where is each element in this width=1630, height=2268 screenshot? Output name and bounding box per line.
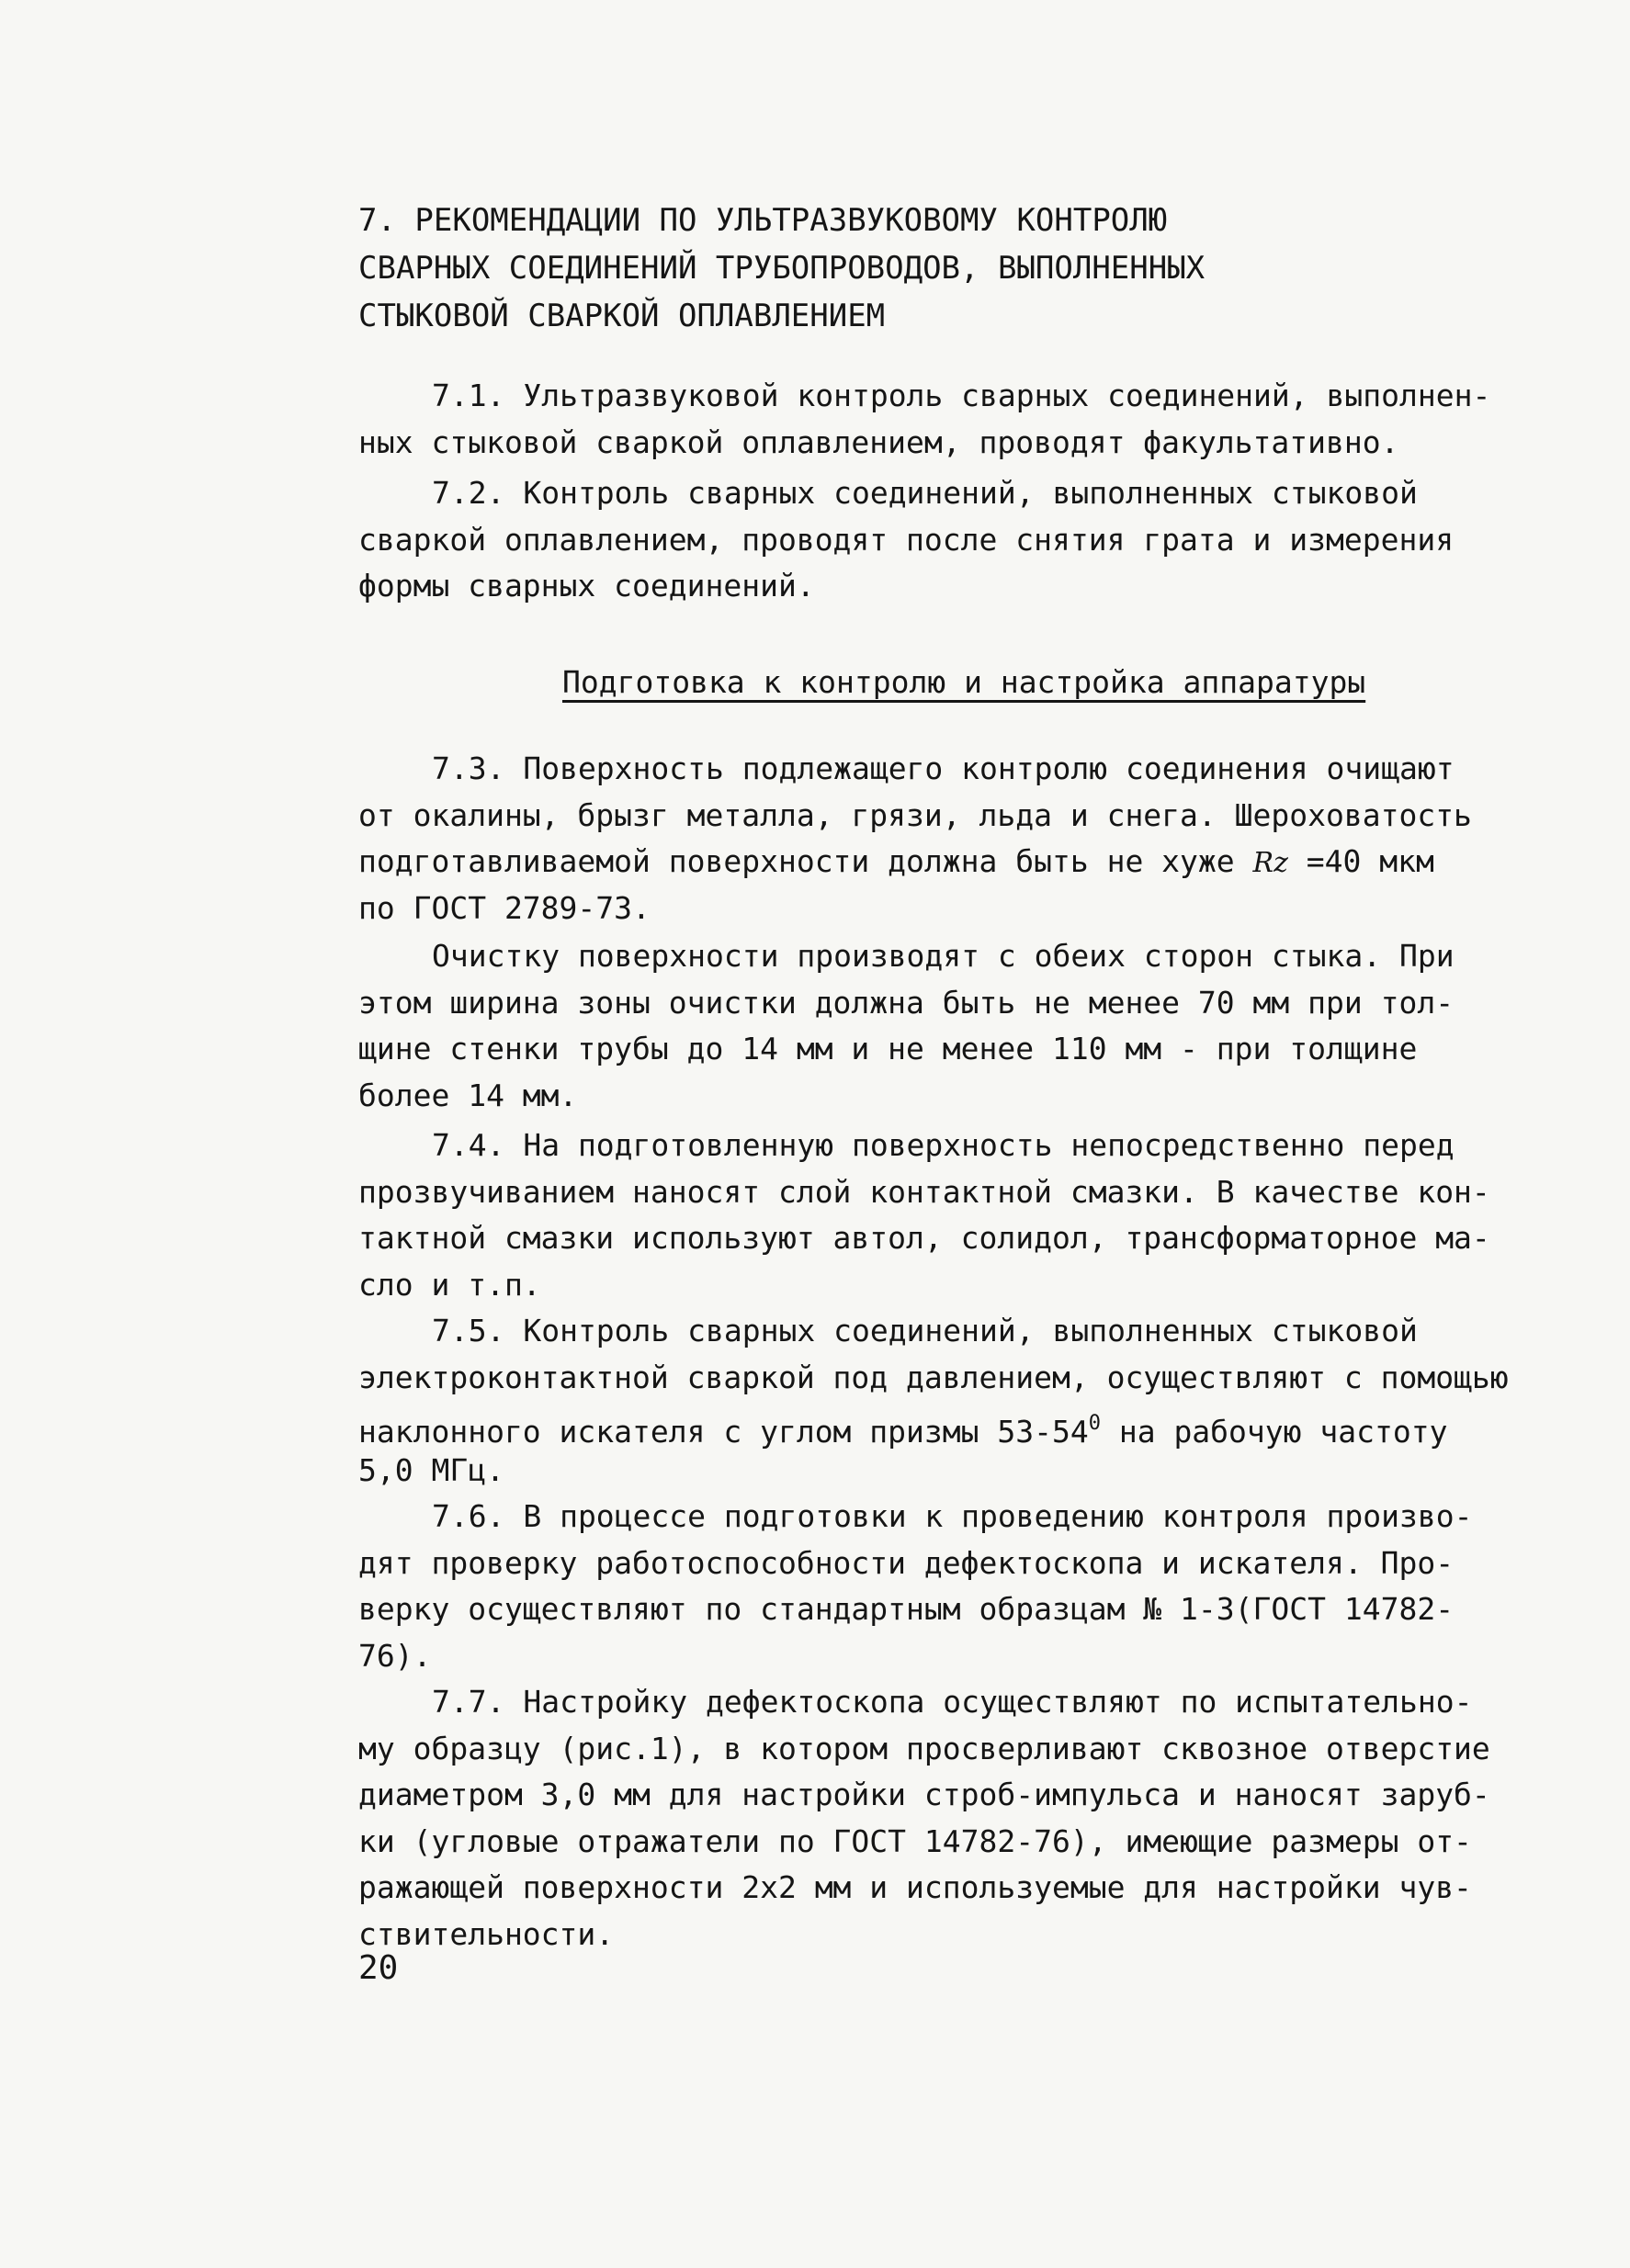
text-fragment: подготавливаемой поверхности должна быть не хуже	[358, 843, 1253, 879]
paragraph-line: 7.3. Поверхность подлежащего контролю соединения очищают	[432, 750, 1455, 786]
paragraph-7-2	[358, 470, 1516, 610]
paragraph-7-4	[358, 1123, 1516, 1308]
paragraph-7-3	[358, 746, 1516, 931]
paragraph-line: 76).	[358, 1637, 432, 1674]
page-number: 20	[358, 1949, 399, 1987]
paragraph-line: 7.6. В процессе подготовки к проведению контроля произво-	[432, 1498, 1473, 1534]
paragraph-7-1	[358, 373, 1516, 466]
paragraph-line: ных стыковой сваркой оплавлением, проводят факультативно.	[358, 423, 1399, 460]
paragraph-line: сло и т.п.	[358, 1266, 541, 1303]
text-fragment: на рабочую частоту	[1100, 1414, 1448, 1450]
section-heading-line-3: СТЫКОВОЙ СВАРКОЙ ОПЛАВЛЕНИЕМ	[358, 298, 886, 334]
paragraph-line: верку осуществляют по стандартным образцам № 1-3(ГОСТ 14782-	[358, 1591, 1455, 1627]
subsection-heading: Подготовка к контролю и настройка аппаратуры	[562, 664, 1366, 700]
paragraph-line: от окалины, брызг металла, грязи, льда и снега. Шероховатость	[358, 796, 1472, 833]
paragraph-line: му образцу (рис.1), в котором просверливают сквозное отверстие	[358, 1730, 1490, 1766]
paragraph-line: 7.2. Контроль сварных соединений, выполненных стыковой	[432, 475, 1418, 511]
paragraph-7-5	[358, 1308, 1516, 1494]
paragraph-line: дят проверку работоспособности дефектоскопа и искателя. Про-	[358, 1544, 1455, 1581]
section-heading-line-1: 7. РЕКОМЕНДАЦИИ ПО УЛЬТРАЗВУКОВОМУ КОНТРОЛЮ	[358, 202, 1168, 239]
paragraph-line: ки (угловые отражатели по ГОСТ 14782-76), имеющие размеры от-	[358, 1822, 1472, 1859]
paragraph-line	[358, 839, 1516, 886]
paragraph-line: 7.7. Настройку дефектоскопа осуществляют по испытательно-	[432, 1684, 1473, 1720]
section-heading-line-2: СВАРНЫХ СОЕДИНЕНИЙ ТРУБОПРОВОДОВ, ВЫПОЛНЕННЫХ	[358, 250, 1206, 287]
roughness-symbol: Rz	[1252, 847, 1288, 879]
paragraph-line: прозвучиванием наносят слой контактной смазки. В качестве кон-	[358, 1173, 1490, 1210]
paragraph-line: электроконтактной сваркой под давлением, осуществляют с помощью	[358, 1359, 1509, 1395]
paragraph-line: ствительности.	[358, 1915, 615, 1952]
paragraph-line: 7.4. На подготовленную поверхность непосредственно перед	[432, 1127, 1455, 1163]
degree-superscript: 0	[1088, 1412, 1101, 1435]
paragraph-line	[358, 1401, 1516, 1448]
paragraph-7-7	[358, 1679, 1516, 1958]
paragraph-line: 7.1. Ультразвуковой контроль сварных соединений, выполнен-	[432, 378, 1491, 413]
paragraph-line: по ГОСТ 2789-73.	[358, 889, 651, 926]
paragraph-line: формы сварных соединений.	[358, 568, 815, 604]
paragraph-line: ражающей поверхности 2х2 мм и используемые для настройки чув-	[358, 1869, 1472, 1905]
paragraph-line: щине стенки трубы до 14 мм и не менее 110 мм - при толщине	[358, 1031, 1418, 1066]
paragraph-line: 5,0 МГц.	[358, 1451, 504, 1488]
paragraph-7-3-continued	[358, 933, 1516, 1119]
paragraph-7-6	[358, 1494, 1516, 1679]
paragraph-line: сваркой оплавлением, проводят после снятия грата и измерения	[358, 521, 1455, 558]
text-fragment: наклонного искателя с углом призмы 53-54	[358, 1414, 1089, 1450]
paragraph-line: диаметром 3,0 мм для настройки строб-импульса и наносят заруб-	[358, 1777, 1490, 1812]
paragraph-line: 7.5. Контроль сварных соединений, выполненных стыковой	[432, 1313, 1418, 1348]
paragraph-line: этом ширина зоны очистки должна быть не менее 70 мм при тол-	[358, 984, 1455, 1021]
paragraph-line: тактной смазки используют автол, солидол, трансформаторное ма-	[358, 1220, 1490, 1256]
paragraph-line: более 14 мм.	[358, 1077, 578, 1113]
text-fragment: =40 мкм	[1287, 843, 1434, 879]
paragraph-line: Очистку поверхности производят с обеих сторон стыка. При	[432, 938, 1455, 974]
section-heading	[358, 197, 1553, 340]
